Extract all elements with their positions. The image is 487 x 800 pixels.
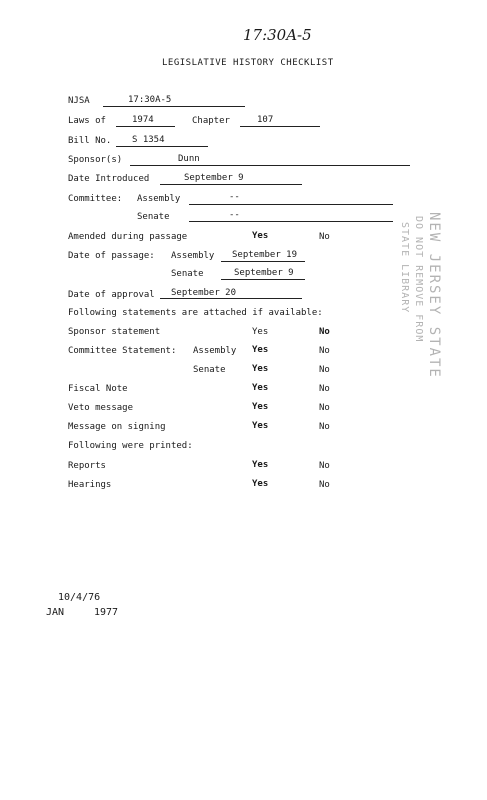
bill-label: Bill No. bbox=[68, 136, 112, 146]
footer-date-3: 1977 bbox=[94, 607, 119, 618]
committee-assembly-value: -- bbox=[229, 192, 240, 202]
signing-message-no: No bbox=[319, 422, 330, 432]
fiscal-note-yes: Yes bbox=[252, 383, 269, 393]
amended-label: Amended during passage bbox=[68, 232, 188, 242]
laws-underline bbox=[116, 126, 175, 127]
page-title: LEGISLATIVE HISTORY CHECKLIST bbox=[162, 58, 334, 68]
passage-senate-underline bbox=[221, 279, 305, 280]
reports-no: No bbox=[319, 461, 330, 471]
njsa-label: NJSA bbox=[68, 96, 90, 106]
hearings-yes: Yes bbox=[252, 479, 269, 489]
committee-senate-underline bbox=[189, 221, 393, 222]
introduced-underline bbox=[160, 184, 302, 185]
reports-label: Reports bbox=[68, 461, 106, 471]
footer-date-2: JAN bbox=[46, 607, 65, 618]
committee-statement-label: Committee Statement: bbox=[68, 346, 177, 356]
library-stamp: NEW JERSEY STATE DO NOT REMOVE FROM STATE LIBRARY bbox=[399, 212, 442, 379]
introduced-value: September 9 bbox=[184, 173, 244, 183]
approval-value: September 20 bbox=[171, 288, 237, 298]
chapter-value: 107 bbox=[257, 115, 274, 125]
reports-yes: Yes bbox=[252, 460, 269, 470]
committee-statement-assembly-yes: Yes bbox=[252, 345, 269, 355]
sponsor-value: Dunn bbox=[178, 154, 200, 164]
bill-value: S 1354 bbox=[132, 135, 165, 145]
chapter-underline bbox=[240, 126, 320, 127]
handwritten-reference: 17:30A-5 bbox=[243, 26, 312, 44]
committee-statement-senate-label: Senate bbox=[193, 365, 226, 375]
approval-label: Date of approval bbox=[68, 290, 155, 300]
passage-senate-value: September 9 bbox=[234, 268, 294, 278]
amended-no: No bbox=[319, 232, 330, 242]
sponsor-statement-no: No bbox=[319, 327, 330, 337]
fiscal-note-no: No bbox=[319, 384, 330, 394]
amended-yes: Yes bbox=[252, 231, 269, 241]
passage-senate-label: Senate bbox=[171, 269, 204, 279]
passage-assembly-underline bbox=[221, 261, 305, 262]
statements-header: Following statements are attached if available: bbox=[68, 308, 323, 318]
committee-statement-assembly-label: Assembly bbox=[193, 346, 237, 356]
sponsor-statement-yes: Yes bbox=[252, 327, 269, 337]
laws-value: 1974 bbox=[132, 115, 154, 125]
printed-header: Following were printed: bbox=[68, 441, 193, 451]
committee-statement-senate-no: No bbox=[319, 365, 330, 375]
signing-message-yes: Yes bbox=[252, 421, 269, 431]
introduced-label: Date Introduced bbox=[68, 174, 150, 184]
sponsor-underline bbox=[130, 165, 410, 166]
chapter-label: Chapter bbox=[192, 116, 230, 126]
committee-statement-senate-yes: Yes bbox=[252, 364, 269, 374]
sponsor-statement-label: Sponsor statement bbox=[68, 327, 161, 337]
hearings-label: Hearings bbox=[68, 480, 112, 490]
committee-label: Committee: bbox=[68, 194, 123, 204]
njsa-value: 17:30A-5 bbox=[128, 95, 172, 105]
laws-label: Laws of bbox=[68, 116, 106, 126]
fiscal-note-label: Fiscal Note bbox=[68, 384, 128, 394]
veto-message-yes: Yes bbox=[252, 402, 269, 412]
bill-underline bbox=[116, 146, 208, 147]
passage-assembly-value: September 19 bbox=[232, 250, 298, 260]
committee-senate-label: Senate bbox=[137, 212, 170, 222]
sponsor-label: Sponsor(s) bbox=[68, 155, 123, 165]
committee-senate-value: -- bbox=[229, 210, 240, 220]
signing-message-label: Message on signing bbox=[68, 422, 166, 432]
committee-assembly-underline bbox=[189, 204, 393, 205]
veto-message-label: Veto message bbox=[68, 403, 134, 413]
committee-statement-assembly-no: No bbox=[319, 346, 330, 356]
passage-label: Date of passage: bbox=[68, 251, 155, 261]
footer-date-1: 10/4/76 bbox=[58, 592, 101, 603]
hearings-no: No bbox=[319, 480, 330, 490]
passage-assembly-label: Assembly bbox=[171, 251, 215, 261]
veto-message-no: No bbox=[319, 403, 330, 413]
njsa-underline bbox=[103, 106, 245, 107]
committee-assembly-label: Assembly bbox=[137, 194, 181, 204]
